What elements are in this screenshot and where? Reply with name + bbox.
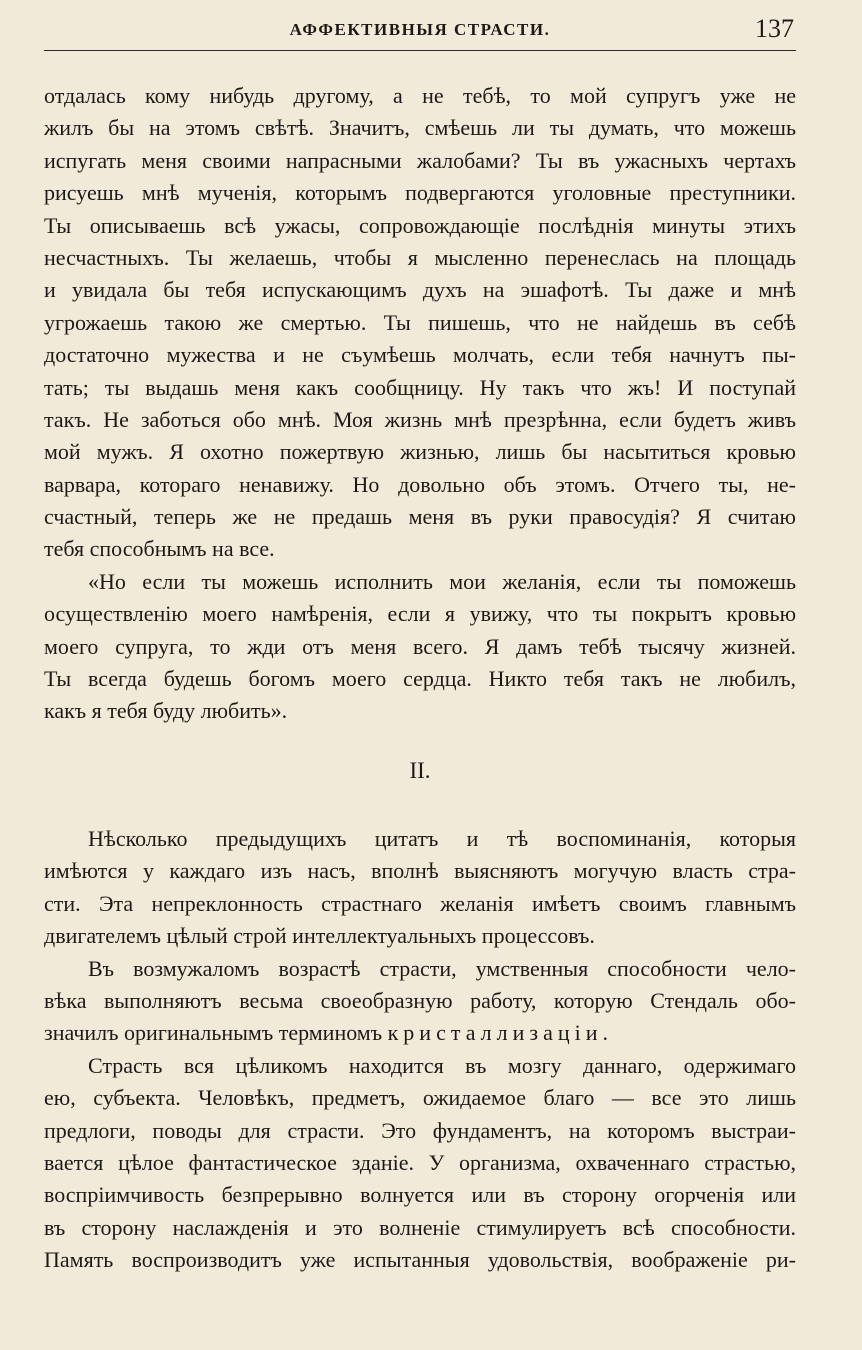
running-header [44,14,796,51]
text-line: тебя способнымъ на все. [44,536,275,562]
text-line: Въ возмужаломъ возрастѣ страсти, умственныя способности чело- [88,955,796,981]
text-line: счастный, теперь же не предашь меня въ руки правосудія? Я считаю [44,504,796,530]
paragraph-section-two [44,823,796,1276]
text-line: имѣются у каждаго изъ насъ, вполнѣ выясняютъ могучую власть стра- [44,858,796,884]
text-line: мой мужъ. Я охотно пожертвую жизнью, лишь бы насытиться кровью [44,439,796,465]
text-line: Страсть вся цѣликомъ находится въ мозгу даннаго, одержимаго [88,1052,796,1078]
text-fragment: значилъ оригинальнымъ терминомъ [44,1020,388,1046]
text-fragment: . [602,1020,609,1046]
paragraph-letter-continuation [44,80,796,728]
text-line: осуществленію моего намѣренія, если я увижу, что ты покрытъ кровью [44,601,796,627]
text-line: несчастныхъ. Ты желаешь, чтобы я мысленно перенеслась на площадь [44,244,796,270]
text-line: Нѣсколько предыдущихъ цитатъ и тѣ воспоминанія, которыя [88,826,796,851]
text-line: рисуешь мнѣ мученія, которымъ подвергаются уголовные преступники. [44,180,796,206]
text-line: въ сторону наслажденія и это волненіе стимулируетъ всѣ способности. [44,1214,796,1240]
section-heading: II. [409,758,431,783]
emphasized-term: кристаллизаціи [387,1020,603,1046]
page-number: 137 [755,14,794,43]
text-line: жилъ бы на этомъ свѣтѣ. Значитъ, смѣешь ли ты думать, что можешь [44,115,796,141]
text-line: предлоги, поводы для страсти. Это фундаментъ, на которомъ выстраи- [44,1117,796,1143]
text-line: такъ. Не заботься обо мнѣ. Моя жизнь мнѣ презрѣнна, если будетъ живъ [44,406,796,432]
text-line: варвара, котораго ненавижу. Но довольно объ этомъ. Отчего ты, не- [44,471,796,497]
text-line: и увидала бы тебя испускающимъ духъ на эшафотѣ. Ты даже и мнѣ [44,277,796,303]
text-line: вѣка выполняютъ весьма своеобразную работу, которую Стендаль обо- [44,987,796,1013]
text-line: тать; ты выдашь меня какъ сообщницу. Ну такъ что жъ! И поступай [44,374,796,400]
text-line: испугать меня своими напрасными жалобами? Ты въ ужасныхъ чертахъ [44,147,796,173]
running-title: АФФЕКТИВНЫЯ СТРАСТИ. [289,20,551,39]
text-line: угрожаешь такою же смертью. Ты пишешь, что не найдешь въ себѣ [44,309,796,335]
text-line [44,1017,796,1049]
text-line: воспріимчивость безпрерывно волнуется или въ сторону огорченія или [44,1182,796,1208]
text-line: Ты всегда будешь богомъ моего сердца. Никто тебя такъ не любилъ, [44,666,796,692]
text-line: двигателемъ цѣлый строй интеллектуальныхъ процессовъ. [44,923,595,949]
text-line: моего супруга, то жди отъ меня всего. Я дамъ тебѣ тысячу жизней. [44,633,796,659]
text-line: какъ я тебя буду любить». [44,698,288,724]
text-line: «Но если ты можешь исполнить мои желанія, если ты поможешь [88,568,796,594]
text-line: вается цѣлое фантастическое зданіе. У организма, охваченнаго страстью, [44,1149,796,1175]
text-line: ею, субъекта. Человѣкъ, предметъ, ожидаемое благо — все это лишь [44,1085,796,1111]
text-line: достаточно мужества и не съумѣешь молчать, если тебя начнутъ пы- [44,342,796,368]
text-line: Память воспроизводитъ уже испытанныя удовольствія, воображеніе ри- [44,1247,796,1273]
text-line: сти. Эта непреклонность страстнаго желанія имѣетъ своимъ главнымъ [44,890,796,916]
text-line: отдалась кому нибудь другому, а не тебѣ, то мой супругъ уже не [44,83,796,108]
text-line: Ты описываешь всѣ ужасы, сопровождающіе послѣднія минуты этихъ [44,212,796,238]
